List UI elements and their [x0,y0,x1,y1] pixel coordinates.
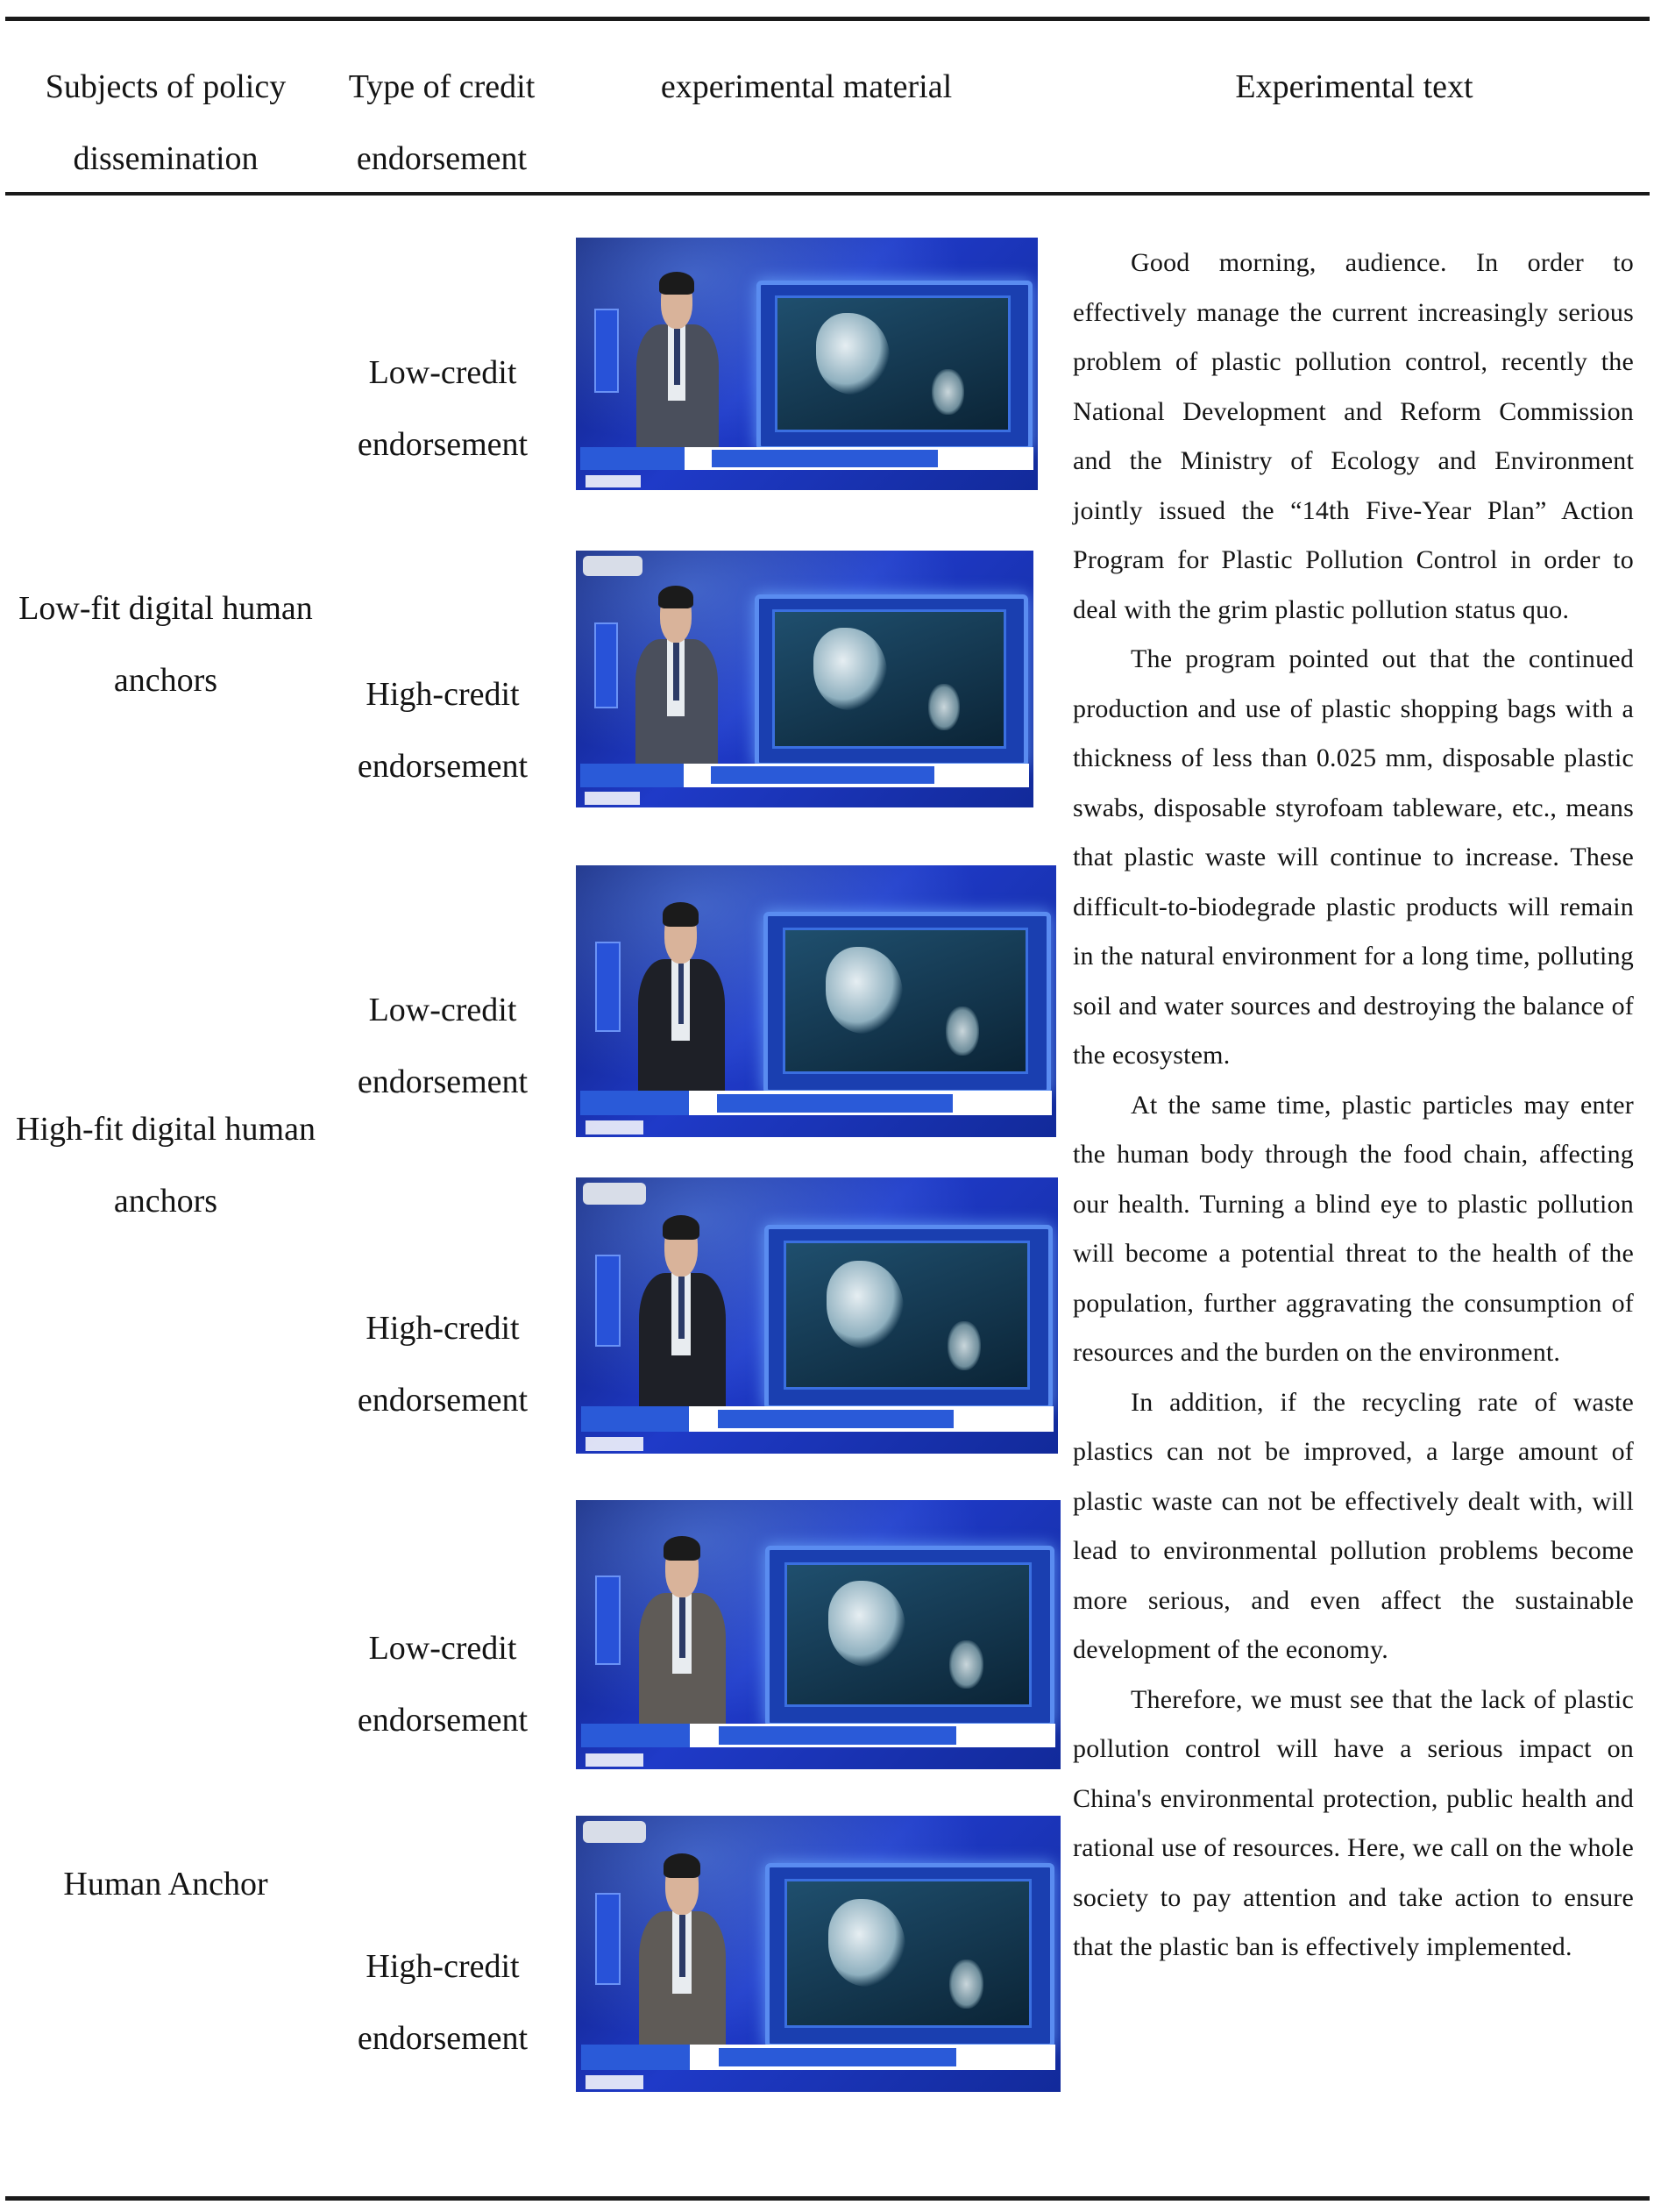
text-paragraph: The program pointed out that the continued production and use of plastic shopping bags with a thickness of less than 0.025 mm, disposable plastic swabs, disposable styrofoam tableware, etc., means that plastic waste will continue to increase. These difficult-to-biodegrade plastic products will remain in the natural environment for a long time, polluting soil and water sources and destroying the balance of the ecosystem. [1073,644,1634,1070]
news-frame-image [576,238,1038,490]
subject-low-fit: Low-fit digital human anchors [18,590,313,699]
table-top-rule [5,17,1650,21]
credit-type-cell: Low-credit endorsement [357,992,529,1100]
header-credit-type: Type of credit endorsement [348,68,536,177]
text-paragraph: In addition, if the recycling rate of waste plastics can not be improved, a large amount of plastic waste can not be effectively dealt with, will lead to environmental pollution problems become more serious, and even affect the sustainable development of the economy. [1073,1387,1634,1664]
text-paragraph: At the same time, plastic particles may enter the human body through the food chain, affecting our health. Turning a blind eye to plastic pollution will become a potential threat to the health of the population, further aggravating the consumption of resources and the burden on the environment. [1073,1090,1634,1367]
credit-type-cell: High-credit endorsement [357,676,529,785]
news-frame-image [576,1177,1058,1454]
experimental-text-block [1073,238,1634,1973]
header-text: Experimental text [1235,68,1473,105]
news-frame-image [576,1500,1061,1769]
news-frame-image [576,1816,1061,2092]
subject-human: Human Anchor [63,1866,268,1903]
text-paragraph: Therefore, we must see that the lack of plastic pollution control will have a serious impact on China's environmental protection, public health and rational use of resources. Here, we call on the whole society to pay attention and take action to ensure that the plastic ban is effectively implemented. [1073,1684,1634,1961]
credit-type-cell: High-credit endorsement [357,1948,529,2057]
table-bottom-rule [5,2196,1650,2201]
header-subjects: Subjects of policy dissemination [45,68,287,177]
credit-type-cell: High-credit endorsement [357,1310,529,1419]
subject-high-fit: High-fit digital human anchors [16,1111,316,1220]
credit-type-cell: Low-credit endorsement [357,354,529,463]
header-material: experimental material [660,68,953,105]
credit-type-cell: Low-credit endorsement [357,1630,529,1739]
news-frame-image [576,551,1033,807]
news-frame-image [576,865,1056,1137]
text-paragraph: Good morning, audience. In order to effectively manage the current increasingly serious problem of plastic pollution control, recently the National Development and Reform Commission and the Ministry of Ecology and Environment jointly issued the “14th Five-Year Plan” Action Program for Plastic Pollution Control in order to deal with the grim plastic pollution status quo. [1073,248,1634,624]
